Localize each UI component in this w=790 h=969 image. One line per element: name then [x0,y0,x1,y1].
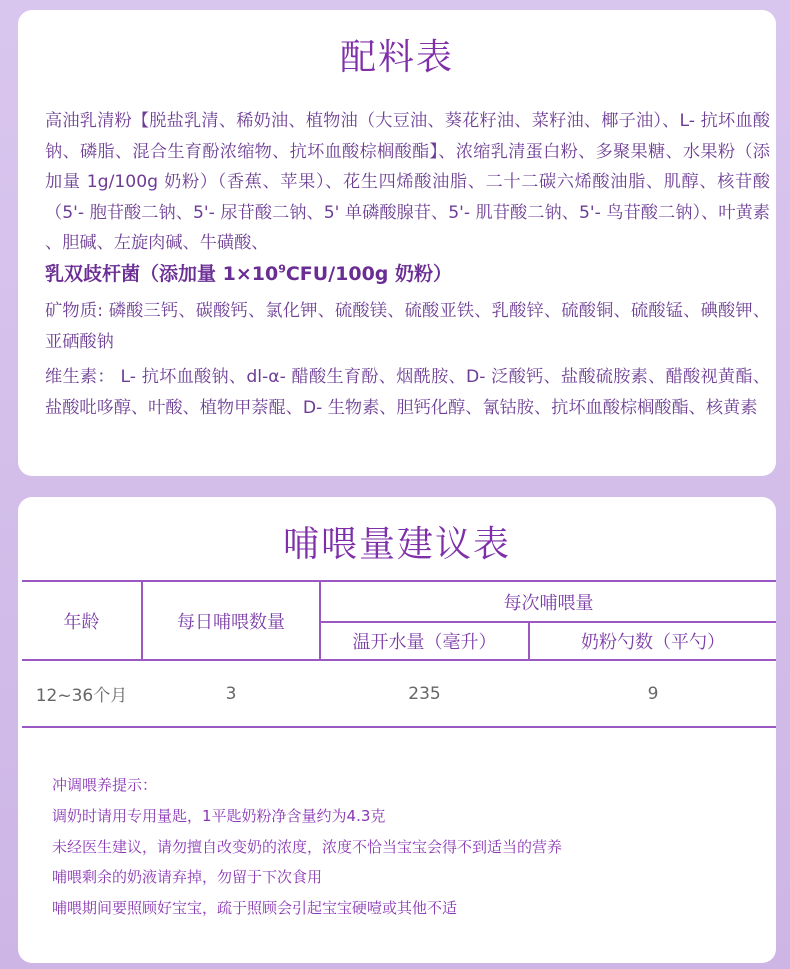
ingredients-main-text [45,106,770,291]
preparation-tips [52,770,752,924]
tip-item: 哺喂剩余的奶液请弃掉，勿留于下次食用 [52,868,323,887]
probiotic-strain: 乳双歧杆菌（添加量 $1\times 10^9CFU/100g$ 奶粉） [45,262,453,285]
tip-item: 调奶时请用专用量匙，1平匙奶粉净含量约为4.3克 [52,806,386,825]
header-scoops: 奶粉勺数（平勺） [581,632,725,653]
ingredients-title: 配料表 [339,37,454,78]
feeding-card [18,497,776,963]
table-row-scoops: 9 [647,683,659,704]
tip-item: 未经医生建议，请勿擅自改变奶的浓度，浓度不恰当宝宝会得不到适当的营养 [52,837,563,856]
feeding-table [22,580,776,728]
tip-item: 哺喂期间要照顾好宝宝，疏于照顾会引起宝宝硬噎或其他不适 [52,899,458,918]
ingredients-list: 高油乳清粉【脱盐乳清、稀奶油、植物油（大豆油、葵花籽油、菜籽油、椰子油）、L- 抗坏血酸钠、磷脂、混合生育酚浓缩物、抗坏血酸棕榈酸酯】、浓缩乳清蛋白粉、多聚果糖、水果粉（添加量 1g/100g 奶粉）（香蕉、苹果）、花生四烯酸油脂、二十二碳六烯酸油脂、肌醇、核苷酸（5'- 胞苷酸二钠、5'- 尿苷酸二钠、5' 单磷酸腺苷、5'- 肌苷酸二钠、5'- 鸟苷酸二钠）、叶黄素 、胆碱、左旋肉碱、牛磺酸、 [45,111,770,254]
header-per-feed: 每次哺喂量 [503,592,594,614]
feeding-title: 哺喂量建议表 [282,524,511,565]
ingredients-card [18,10,776,476]
table-row-age: 12~36个月 [35,686,128,706]
header-water: 温开水量（毫升） [352,632,497,653]
vitamins-text: 维生素： L- 抗坏血酸钠、dl-α- 醋酸生育酚、烟酰胺、D- 泛酸钙、盐酸硫胺素、醋酸视黄酯、盐酸吡哆醇、叶酸、植物甲萘醌、D- 生物素、胆钙化醇、氰钴胺、抗坏血酸棕榈酸酯、核黄素 [45,367,770,418]
table-row-daily-times: 3 [225,683,237,704]
table-row-water: 235 [408,683,441,704]
header-daily-times: 每日哺喂数量 [177,611,285,633]
table-bottom-border [22,726,776,728]
minerals-text: 矿物质: 磷酸三钙、碳酸钙、氯化钾、硫酸镁、硫酸亚铁、乳酸锌、硫酸铜、硫酸锰、碘酸钾、亚硒酸钠 [45,301,770,352]
tips-heading: 冲调喂养提示： [52,776,158,794]
header-age: 年龄 [63,611,100,633]
